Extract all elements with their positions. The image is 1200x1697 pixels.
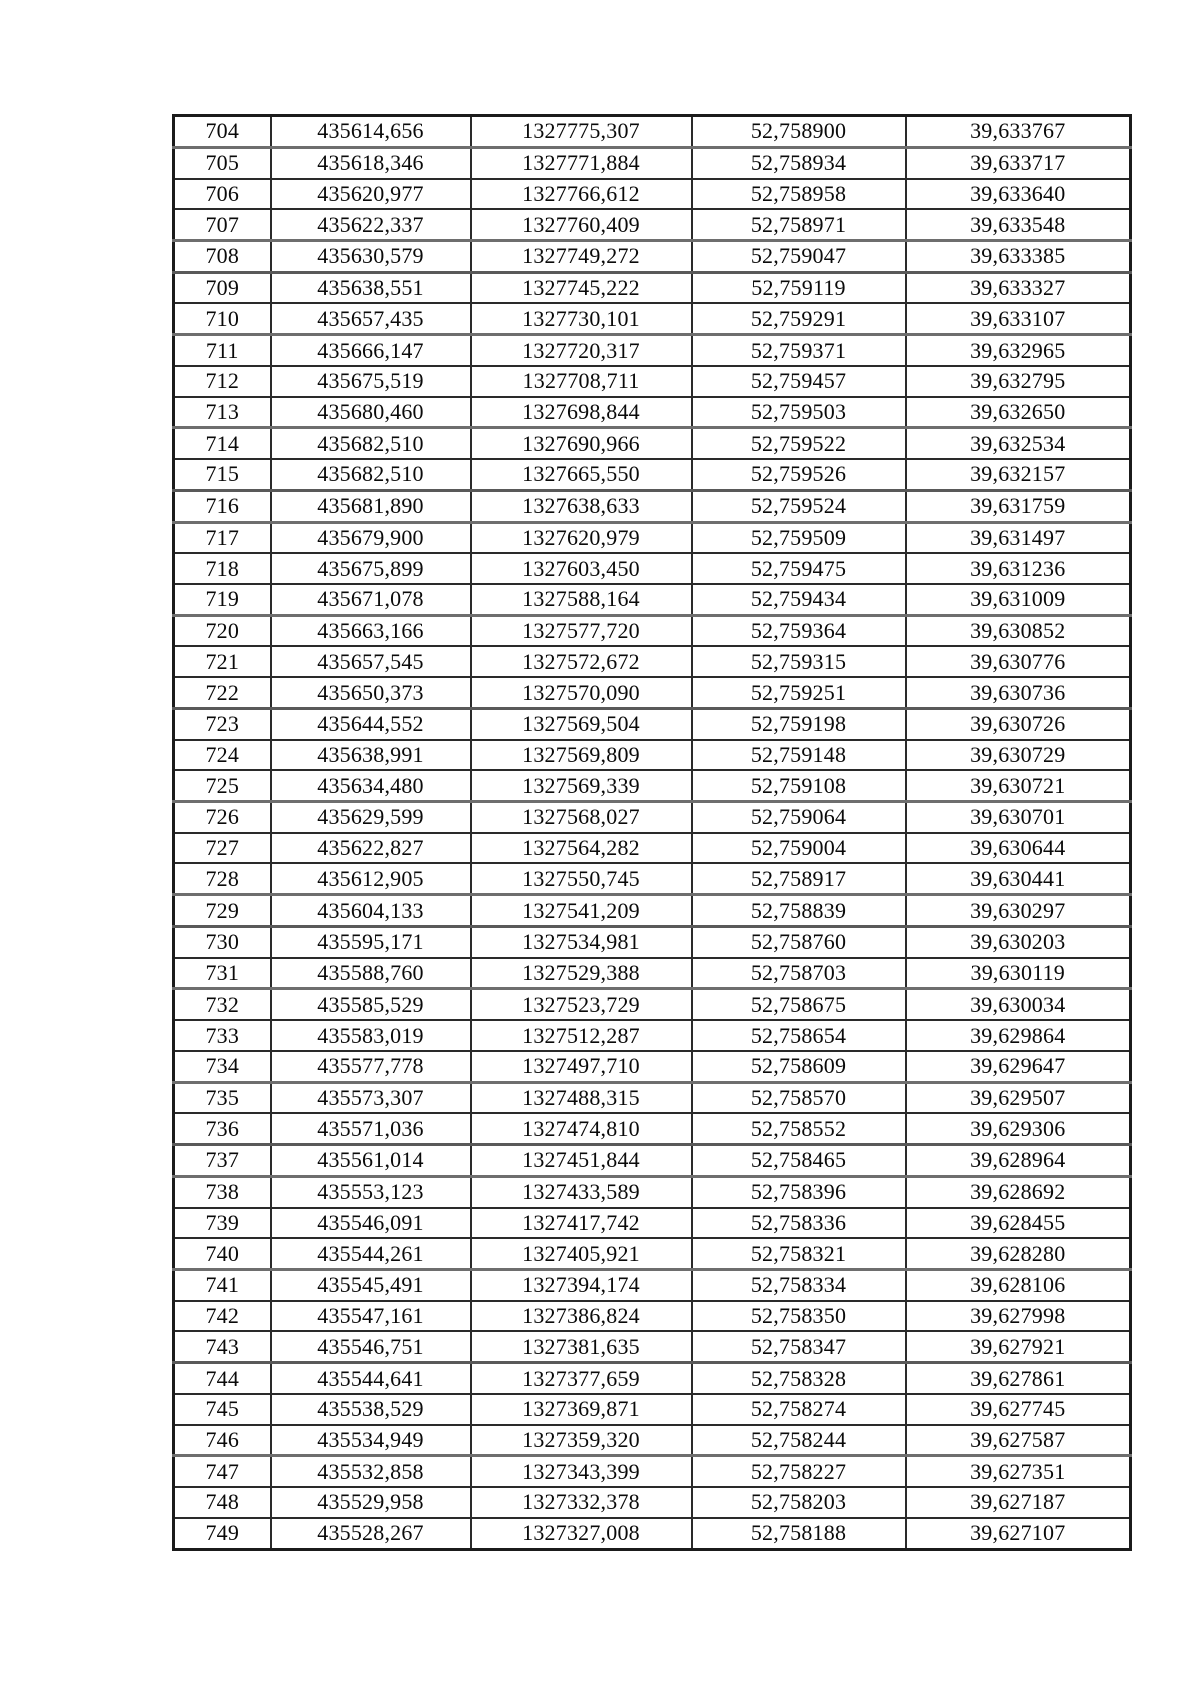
coordinate-table xyxy=(172,114,1132,1551)
row-number-cell: 726 xyxy=(174,802,271,833)
table-row xyxy=(174,1363,1131,1394)
value-cell: 39,633107 xyxy=(906,303,1131,334)
value-cell: 435620,977 xyxy=(271,179,471,210)
value-cell: 52,759119 xyxy=(692,272,906,303)
table-row xyxy=(174,1208,1131,1239)
row-number-cell: 747 xyxy=(174,1456,271,1487)
table-row xyxy=(174,179,1131,210)
value-cell: 1327433,589 xyxy=(471,1176,692,1207)
value-cell: 1327570,090 xyxy=(471,677,692,708)
value-cell: 435595,171 xyxy=(271,927,471,958)
value-cell: 1327381,635 xyxy=(471,1331,692,1362)
value-cell: 39,629507 xyxy=(906,1082,1131,1113)
value-cell: 435682,510 xyxy=(271,459,471,490)
value-cell: 1327620,979 xyxy=(471,522,692,553)
value-cell: 39,629864 xyxy=(906,1020,1131,1051)
value-cell: 435622,337 xyxy=(271,209,471,240)
value-cell: 39,631236 xyxy=(906,553,1131,584)
table-row xyxy=(174,1331,1131,1362)
table-row xyxy=(174,1020,1131,1051)
value-cell: 52,759004 xyxy=(692,833,906,864)
value-cell: 52,759251 xyxy=(692,677,906,708)
value-cell: 1327568,027 xyxy=(471,802,692,833)
value-cell: 435650,373 xyxy=(271,677,471,708)
value-cell: 52,758703 xyxy=(692,958,906,989)
value-cell: 52,758917 xyxy=(692,863,906,894)
value-cell: 435634,480 xyxy=(271,770,471,801)
value-cell: 435675,899 xyxy=(271,553,471,584)
row-number-cell: 710 xyxy=(174,303,271,334)
table-row xyxy=(174,927,1131,958)
value-cell: 39,628106 xyxy=(906,1270,1131,1301)
table-row xyxy=(174,770,1131,801)
value-cell: 1327497,710 xyxy=(471,1051,692,1082)
value-cell: 1327523,729 xyxy=(471,989,692,1020)
value-cell: 52,758760 xyxy=(692,927,906,958)
row-number-cell: 718 xyxy=(174,553,271,584)
row-number-cell: 745 xyxy=(174,1394,271,1425)
value-cell: 1327564,282 xyxy=(471,833,692,864)
table-row xyxy=(174,553,1131,584)
value-cell: 1327730,101 xyxy=(471,303,692,334)
value-cell: 52,758609 xyxy=(692,1051,906,1082)
value-cell: 435553,123 xyxy=(271,1176,471,1207)
value-cell: 39,630726 xyxy=(906,708,1131,739)
table-row xyxy=(174,584,1131,615)
value-cell: 435638,991 xyxy=(271,740,471,771)
value-cell: 52,758465 xyxy=(692,1145,906,1177)
value-cell: 39,629306 xyxy=(906,1113,1131,1144)
value-cell: 52,758328 xyxy=(692,1363,906,1394)
row-number-cell: 707 xyxy=(174,209,271,240)
row-number-cell: 715 xyxy=(174,459,271,490)
row-number-cell: 744 xyxy=(174,1363,271,1394)
value-cell: 1327708,711 xyxy=(471,366,692,397)
value-cell: 52,758900 xyxy=(692,116,906,148)
value-cell: 52,758396 xyxy=(692,1176,906,1207)
value-cell: 52,758934 xyxy=(692,147,906,178)
value-cell: 39,630203 xyxy=(906,927,1131,958)
row-number-cell: 737 xyxy=(174,1145,271,1177)
value-cell: 52,759108 xyxy=(692,770,906,801)
value-cell: 52,758552 xyxy=(692,1113,906,1144)
row-number-cell: 724 xyxy=(174,740,271,771)
value-cell: 39,627351 xyxy=(906,1456,1131,1487)
value-cell: 39,627921 xyxy=(906,1331,1131,1362)
value-cell: 435682,510 xyxy=(271,428,471,459)
value-cell: 435657,435 xyxy=(271,303,471,334)
row-number-cell: 717 xyxy=(174,522,271,553)
value-cell: 1327577,720 xyxy=(471,615,692,646)
value-cell: 39,633640 xyxy=(906,179,1131,210)
value-cell: 1327327,008 xyxy=(471,1518,692,1550)
table-row xyxy=(174,397,1131,428)
row-number-cell: 748 xyxy=(174,1487,271,1518)
value-cell: 52,759526 xyxy=(692,459,906,490)
value-cell: 1327405,921 xyxy=(471,1238,692,1269)
value-cell: 52,758203 xyxy=(692,1487,906,1518)
value-cell: 39,628280 xyxy=(906,1238,1131,1269)
value-cell: 435681,890 xyxy=(271,490,471,522)
value-cell: 39,628964 xyxy=(906,1145,1131,1177)
table-row xyxy=(174,863,1131,894)
value-cell: 1327690,966 xyxy=(471,428,692,459)
value-cell: 435671,078 xyxy=(271,584,471,615)
value-cell: 39,630736 xyxy=(906,677,1131,708)
table-row xyxy=(174,895,1131,927)
value-cell: 52,759475 xyxy=(692,553,906,584)
row-number-cell: 732 xyxy=(174,989,271,1020)
value-cell: 52,759371 xyxy=(692,335,906,366)
value-cell: 435547,161 xyxy=(271,1301,471,1332)
value-cell: 52,758334 xyxy=(692,1270,906,1301)
value-cell: 1327749,272 xyxy=(471,240,692,272)
value-cell: 39,633717 xyxy=(906,147,1131,178)
value-cell: 52,759198 xyxy=(692,708,906,739)
value-cell: 1327541,209 xyxy=(471,895,692,927)
value-cell: 1327665,550 xyxy=(471,459,692,490)
value-cell: 52,758274 xyxy=(692,1394,906,1425)
value-cell: 39,632650 xyxy=(906,397,1131,428)
value-cell: 435529,958 xyxy=(271,1487,471,1518)
value-cell: 435618,346 xyxy=(271,147,471,178)
value-cell: 52,758227 xyxy=(692,1456,906,1487)
value-cell: 39,632965 xyxy=(906,335,1131,366)
row-number-cell: 729 xyxy=(174,895,271,927)
table-row xyxy=(174,1082,1131,1113)
table-row xyxy=(174,522,1131,553)
value-cell: 1327474,810 xyxy=(471,1113,692,1144)
value-cell: 52,758350 xyxy=(692,1301,906,1332)
row-number-cell: 716 xyxy=(174,490,271,522)
value-cell: 39,630297 xyxy=(906,895,1131,927)
value-cell: 435680,460 xyxy=(271,397,471,428)
value-cell: 39,627998 xyxy=(906,1301,1131,1332)
value-cell: 52,759509 xyxy=(692,522,906,553)
table-row xyxy=(174,802,1131,833)
table-row xyxy=(174,303,1131,334)
value-cell: 435583,019 xyxy=(271,1020,471,1051)
value-cell: 435532,858 xyxy=(271,1456,471,1487)
table-row xyxy=(174,677,1131,708)
value-cell: 1327572,672 xyxy=(471,646,692,677)
value-cell: 1327603,450 xyxy=(471,553,692,584)
row-number-cell: 709 xyxy=(174,272,271,303)
table-row xyxy=(174,1113,1131,1144)
value-cell: 39,633385 xyxy=(906,240,1131,272)
value-cell: 435544,641 xyxy=(271,1363,471,1394)
table-row xyxy=(174,615,1131,646)
value-cell: 39,631009 xyxy=(906,584,1131,615)
value-cell: 435622,827 xyxy=(271,833,471,864)
value-cell: 39,630776 xyxy=(906,646,1131,677)
row-number-cell: 706 xyxy=(174,179,271,210)
value-cell: 39,627107 xyxy=(906,1518,1131,1550)
value-cell: 52,759047 xyxy=(692,240,906,272)
table-row xyxy=(174,740,1131,771)
value-cell: 1327569,504 xyxy=(471,708,692,739)
row-number-cell: 722 xyxy=(174,677,271,708)
table-row xyxy=(174,1487,1131,1518)
value-cell: 435604,133 xyxy=(271,895,471,927)
value-cell: 39,630729 xyxy=(906,740,1131,771)
row-number-cell: 713 xyxy=(174,397,271,428)
value-cell: 39,630721 xyxy=(906,770,1131,801)
row-number-cell: 739 xyxy=(174,1208,271,1239)
value-cell: 435644,552 xyxy=(271,708,471,739)
value-cell: 39,629647 xyxy=(906,1051,1131,1082)
value-cell: 435588,760 xyxy=(271,958,471,989)
value-cell: 52,758336 xyxy=(692,1208,906,1239)
value-cell: 52,758839 xyxy=(692,895,906,927)
row-number-cell: 721 xyxy=(174,646,271,677)
row-number-cell: 746 xyxy=(174,1425,271,1456)
value-cell: 39,630119 xyxy=(906,958,1131,989)
table-row xyxy=(174,490,1131,522)
value-cell: 39,632534 xyxy=(906,428,1131,459)
value-cell: 1327343,399 xyxy=(471,1456,692,1487)
value-cell: 435546,751 xyxy=(271,1331,471,1362)
value-cell: 435663,166 xyxy=(271,615,471,646)
value-cell: 39,632157 xyxy=(906,459,1131,490)
value-cell: 39,632795 xyxy=(906,366,1131,397)
row-number-cell: 719 xyxy=(174,584,271,615)
value-cell: 39,627861 xyxy=(906,1363,1131,1394)
value-cell: 52,759434 xyxy=(692,584,906,615)
value-cell: 1327760,409 xyxy=(471,209,692,240)
value-cell: 435585,529 xyxy=(271,989,471,1020)
table-row xyxy=(174,1270,1131,1301)
row-number-cell: 704 xyxy=(174,116,271,148)
row-number-cell: 723 xyxy=(174,708,271,739)
row-number-cell: 740 xyxy=(174,1238,271,1269)
value-cell: 52,759364 xyxy=(692,615,906,646)
value-cell: 1327512,287 xyxy=(471,1020,692,1051)
value-cell: 1327369,871 xyxy=(471,1394,692,1425)
row-number-cell: 734 xyxy=(174,1051,271,1082)
value-cell: 1327332,378 xyxy=(471,1487,692,1518)
row-number-cell: 720 xyxy=(174,615,271,646)
value-cell: 52,758321 xyxy=(692,1238,906,1269)
table-row xyxy=(174,1238,1131,1269)
value-cell: 52,758958 xyxy=(692,179,906,210)
row-number-cell: 736 xyxy=(174,1113,271,1144)
row-number-cell: 725 xyxy=(174,770,271,801)
table-row xyxy=(174,1301,1131,1332)
table-row xyxy=(174,147,1131,178)
table-row xyxy=(174,272,1131,303)
value-cell: 435561,014 xyxy=(271,1145,471,1177)
table-row xyxy=(174,1425,1131,1456)
value-cell: 52,759291 xyxy=(692,303,906,334)
value-cell: 1327638,633 xyxy=(471,490,692,522)
row-number-cell: 714 xyxy=(174,428,271,459)
value-cell: 1327534,981 xyxy=(471,927,692,958)
value-cell: 435573,307 xyxy=(271,1082,471,1113)
table-row xyxy=(174,1051,1131,1082)
value-cell: 435657,545 xyxy=(271,646,471,677)
row-number-cell: 711 xyxy=(174,335,271,366)
value-cell: 39,630441 xyxy=(906,863,1131,894)
value-cell: 52,758971 xyxy=(692,209,906,240)
value-cell: 435546,091 xyxy=(271,1208,471,1239)
value-cell: 52,759064 xyxy=(692,802,906,833)
value-cell: 39,627187 xyxy=(906,1487,1131,1518)
table-row xyxy=(174,1518,1131,1550)
value-cell: 52,759524 xyxy=(692,490,906,522)
value-cell: 1327569,339 xyxy=(471,770,692,801)
value-cell: 435571,036 xyxy=(271,1113,471,1144)
value-cell: 435538,529 xyxy=(271,1394,471,1425)
table-row xyxy=(174,366,1131,397)
table-row xyxy=(174,1176,1131,1207)
value-cell: 435614,656 xyxy=(271,116,471,148)
table-row xyxy=(174,958,1131,989)
value-cell: 1327377,659 xyxy=(471,1363,692,1394)
value-cell: 1327488,315 xyxy=(471,1082,692,1113)
row-number-cell: 741 xyxy=(174,1270,271,1301)
value-cell: 1327771,884 xyxy=(471,147,692,178)
value-cell: 52,759457 xyxy=(692,366,906,397)
value-cell: 435666,147 xyxy=(271,335,471,366)
value-cell: 1327698,844 xyxy=(471,397,692,428)
row-number-cell: 735 xyxy=(174,1082,271,1113)
value-cell: 52,758570 xyxy=(692,1082,906,1113)
value-cell: 1327766,612 xyxy=(471,179,692,210)
value-cell: 435638,551 xyxy=(271,272,471,303)
value-cell: 39,633767 xyxy=(906,116,1131,148)
row-number-cell: 705 xyxy=(174,147,271,178)
table-row xyxy=(174,708,1131,739)
value-cell: 435630,579 xyxy=(271,240,471,272)
row-number-cell: 749 xyxy=(174,1518,271,1550)
row-number-cell: 712 xyxy=(174,366,271,397)
value-cell: 39,628455 xyxy=(906,1208,1131,1239)
coordinate-table-body xyxy=(174,116,1131,1550)
value-cell: 39,628692 xyxy=(906,1176,1131,1207)
table-row xyxy=(174,646,1131,677)
value-cell: 52,758347 xyxy=(692,1331,906,1362)
value-cell: 52,758244 xyxy=(692,1425,906,1456)
value-cell: 435612,905 xyxy=(271,863,471,894)
value-cell: 1327588,164 xyxy=(471,584,692,615)
value-cell: 52,759503 xyxy=(692,397,906,428)
value-cell: 52,759522 xyxy=(692,428,906,459)
value-cell: 1327529,388 xyxy=(471,958,692,989)
value-cell: 39,627745 xyxy=(906,1394,1131,1425)
value-cell: 39,630644 xyxy=(906,833,1131,864)
value-cell: 435675,519 xyxy=(271,366,471,397)
value-cell: 39,630852 xyxy=(906,615,1131,646)
value-cell: 435528,267 xyxy=(271,1518,471,1550)
value-cell: 39,633327 xyxy=(906,272,1131,303)
value-cell: 52,758675 xyxy=(692,989,906,1020)
value-cell: 1327394,174 xyxy=(471,1270,692,1301)
value-cell: 1327451,844 xyxy=(471,1145,692,1177)
row-number-cell: 742 xyxy=(174,1301,271,1332)
value-cell: 435577,778 xyxy=(271,1051,471,1082)
table-row xyxy=(174,240,1131,272)
value-cell: 39,630034 xyxy=(906,989,1131,1020)
value-cell: 435679,900 xyxy=(271,522,471,553)
value-cell: 52,758188 xyxy=(692,1518,906,1550)
value-cell: 1327745,222 xyxy=(471,272,692,303)
value-cell: 435629,599 xyxy=(271,802,471,833)
table-row xyxy=(174,428,1131,459)
row-number-cell: 743 xyxy=(174,1331,271,1362)
value-cell: 435534,949 xyxy=(271,1425,471,1456)
value-cell: 52,759315 xyxy=(692,646,906,677)
table-row xyxy=(174,833,1131,864)
value-cell: 1327386,824 xyxy=(471,1301,692,1332)
value-cell: 39,633548 xyxy=(906,209,1131,240)
table-row xyxy=(174,116,1131,148)
table-row xyxy=(174,209,1131,240)
table-row xyxy=(174,459,1131,490)
table-row xyxy=(174,1456,1131,1487)
value-cell: 1327775,307 xyxy=(471,116,692,148)
value-cell: 435545,491 xyxy=(271,1270,471,1301)
table-row xyxy=(174,1394,1131,1425)
value-cell: 52,758654 xyxy=(692,1020,906,1051)
value-cell: 1327359,320 xyxy=(471,1425,692,1456)
value-cell: 1327569,809 xyxy=(471,740,692,771)
value-cell: 39,627587 xyxy=(906,1425,1131,1456)
value-cell: 52,759148 xyxy=(692,740,906,771)
row-number-cell: 727 xyxy=(174,833,271,864)
row-number-cell: 708 xyxy=(174,240,271,272)
value-cell: 1327417,742 xyxy=(471,1208,692,1239)
value-cell: 1327720,317 xyxy=(471,335,692,366)
value-cell: 39,631759 xyxy=(906,490,1131,522)
row-number-cell: 733 xyxy=(174,1020,271,1051)
table-row xyxy=(174,1145,1131,1177)
value-cell: 435544,261 xyxy=(271,1238,471,1269)
value-cell: 1327550,745 xyxy=(471,863,692,894)
row-number-cell: 730 xyxy=(174,927,271,958)
row-number-cell: 728 xyxy=(174,863,271,894)
table-row xyxy=(174,989,1131,1020)
value-cell: 39,630701 xyxy=(906,802,1131,833)
row-number-cell: 738 xyxy=(174,1176,271,1207)
value-cell: 39,631497 xyxy=(906,522,1131,553)
row-number-cell: 731 xyxy=(174,958,271,989)
table-row xyxy=(174,335,1131,366)
